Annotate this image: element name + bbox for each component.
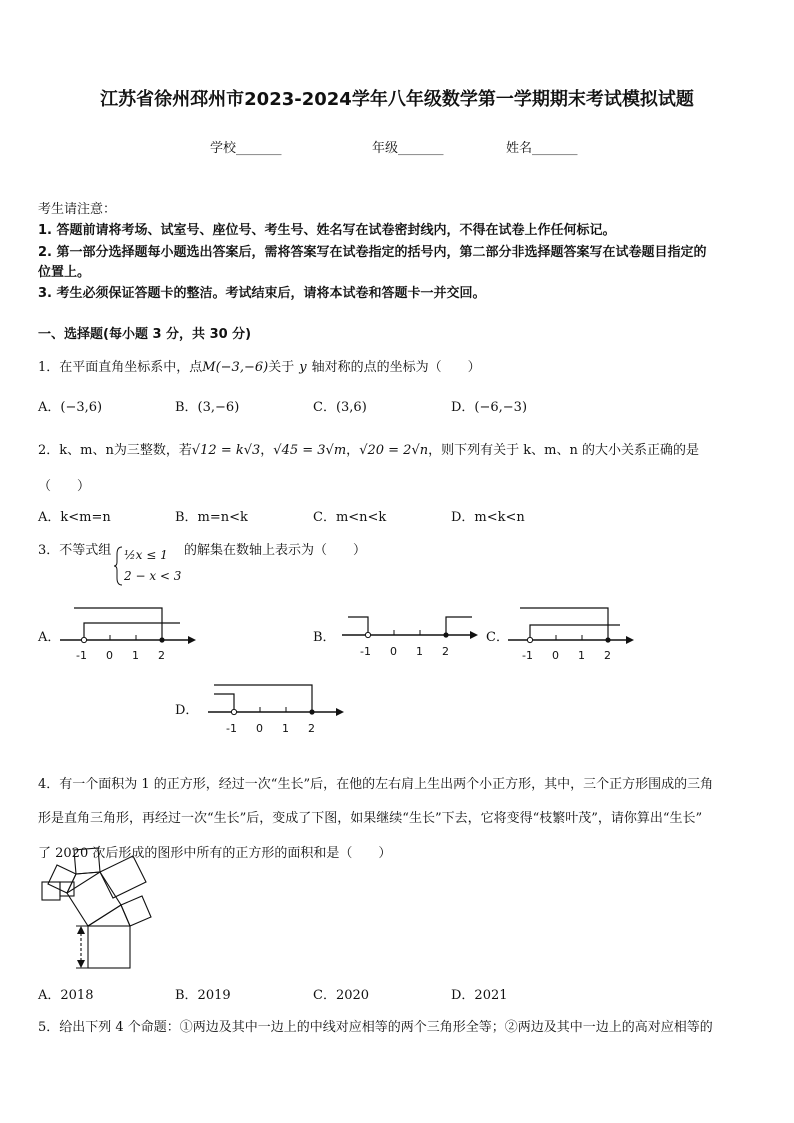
q3-ineq2: 2 − x < 3 [124,569,182,583]
q1-stem: 轴对称的点的坐标为（ ） [311,360,481,375]
q3-stem: 3．不等式组 [38,543,112,558]
q2-eq1: √12 = k√3 [191,443,261,458]
q1-point: M(−3,−6) [202,360,269,375]
tick-label: 1 [578,649,585,662]
tick-label: 0 [552,649,559,662]
section-heading: 一、选择题(每小题 3 分，共 30 分) [38,327,252,342]
school-field: 学校_______ [210,141,282,156]
q4-option-c: C．2020 [313,988,370,1003]
q3-option-b-label: B． [313,630,336,645]
q4-option-b: B．2019 [175,988,231,1003]
question-1 [38,359,481,377]
tick-label: 1 [416,645,423,658]
pythagoras-tree-figure [30,838,170,978]
q2-stem-bracket: （ ） [38,479,91,494]
tick-label: 2 [604,649,611,662]
q1-axis: y [299,360,307,375]
tick-label: 1 [132,649,139,662]
tick-label: -1 [76,649,87,662]
q3-option-c-label: C． [486,630,509,645]
number-line-d [208,682,348,742]
q2-stem: 2．k、m、n为三整数，若 [38,443,192,458]
q2-eq2: √45 = 3√m [273,443,347,458]
tick-label: 0 [256,722,263,735]
q3-system [114,546,184,586]
tick-label: 0 [106,649,113,662]
notice-heading: 考生请注意： [38,202,117,217]
q1-option-a: A．(−3,6) [38,400,103,415]
q4-option-a: A．2018 [38,988,94,1003]
tick-label: -1 [226,722,237,735]
tick-label: 2 [308,722,315,735]
q1-stem: 1．在平面直角坐标系中，点 [38,360,203,375]
q4-option-d: D．2021 [451,988,508,1003]
q2-eq3: √20 = 2√n [359,443,429,458]
q1-option-c: C．(3,6) [313,400,367,415]
q2-option-c: C．m<n<k [313,510,387,525]
q1-option-b: B．(3,−6) [175,400,240,415]
q1-stem: 关于 [268,360,295,375]
q5-line: 5．给出下列 4 个命题：①两边及其中一边上的中线对应相等的两个三角形全等；②两边及其中一边上的高对应相等的 [38,1020,713,1035]
q3-option-d-label: D． [175,703,199,718]
q2-option-a: A．k<m=n [38,510,111,525]
notice-item: 位置上。 [38,265,91,280]
q1-option-d: D．(−6,−3) [451,400,528,415]
q4-line: 4．有一个面积为 1 的正方形，经过一次“生长”后，在他的左右肩上生出两个小正方形，其中，三个正方形围成的三角 [38,777,714,792]
number-line-a [60,605,200,665]
tick-label: 2 [158,649,165,662]
tick-label: -1 [522,649,533,662]
grade-field: 年级_______ [372,141,444,156]
tick-label: 1 [282,722,289,735]
q4-line: 形是直角三角形，再经过一次“生长”后，变成了下图，如果继续“生长”下去，它将变得“枝繁叶茂”，请你算出“生长” [38,811,703,826]
number-line-b [342,605,482,665]
tick-label: 2 [442,645,449,658]
name-field: 姓名_______ [506,141,578,156]
q2-option-b: B．m=n<k [175,510,248,525]
brace-icon [114,546,124,586]
notice-item: 1. 答题前请将考场、试室号、座位号、考生号、姓名写在试卷密封线内，不得在试卷上作任何标记。 [38,223,616,238]
question-2: 2．k、m、n为三整数，若√12 = k√3，√45 = 3√m，√20 = 2√n，则下列有关于 k、m、n 的大小关系正确的是 [38,443,699,458]
q2-stem: ，则下列有关于 k、m、n 的大小关系正确的是 [428,443,699,458]
notice-item: 3. 考生必须保证答题卡的整洁。考试结束后，请将本试卷和答题卡一并交回。 [38,286,486,301]
number-line-c [508,605,638,665]
q2-option-d: D．m<k<n [451,510,525,525]
q3-option-a-label: A． [38,630,61,645]
q3-stem: 的解集在数轴上表示为（ ） [184,543,367,558]
notice-item: 2. 第一部分选择题每小题选出答案后，需将答案写在试卷指定的括号内，第二部分非选择题答案写在试卷题目指定的 [38,245,707,260]
tick-label: -1 [360,645,371,658]
q4-line: 了 2020 次后形成的图形中所有的正方形的面积和是（ ） [38,846,392,861]
q3-ineq1: ½x ≤ 1 [124,548,168,562]
page-title: 江苏省徐州邳州市2023-2024学年八年级数学第一学期期末考试模拟试题 [100,89,694,110]
tick-label: 0 [390,645,397,658]
